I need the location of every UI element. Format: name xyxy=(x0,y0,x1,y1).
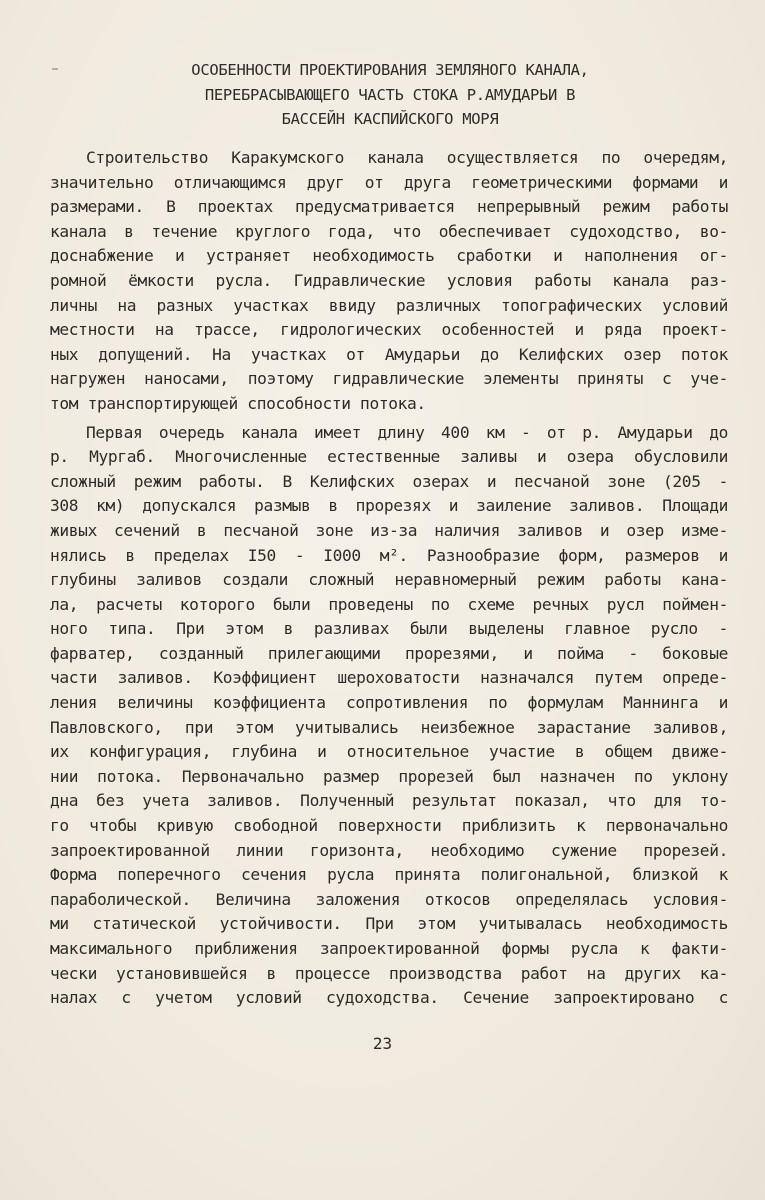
text-line: фарватер, созданный прилегающими прорезями, и пойма - боковые xyxy=(50,643,728,663)
text-line: личны на разных участках ввиду различных топографических условий xyxy=(50,295,728,315)
text-line: Первая очередь канала имеет длину 400 км - от р. Амударьи до xyxy=(86,422,728,442)
text-line: канала в течение круглого года, что обеспечивает судоходство, во- xyxy=(50,221,728,241)
text-line: части заливов. Коэффициент шероховатости назначался путем опреде- xyxy=(50,668,728,688)
text-line: ми статической устойчивости. При этом учитывалась необходимость xyxy=(50,914,728,934)
text-line: доснабжение и устраняет необходимость сработки и наполнения ог- xyxy=(50,246,728,266)
text-line: запроектированной линии горизонта, необходимо сужение прорезей. xyxy=(50,840,728,860)
paragraph-2 xyxy=(50,421,728,1011)
print-speck xyxy=(52,68,58,70)
text-line: р. Мургаб. Многочисленные естественные заливы и озера обусловили xyxy=(50,447,728,467)
text-line: нялись в пределах I50 - I000 м². Разнообразие форм, размеров и xyxy=(50,545,728,565)
title-line: ПЕРЕБРАСЫВАЮЩЕГО ЧАСТЬ СТОКА Р.АМУДАРЬИ В xyxy=(204,85,576,104)
text-line: ла, расчеты которого были проведены по схеме речных русл поймен- xyxy=(50,594,728,614)
text-line: ромной ёмкости русла. Гидравлические условия работы канала раз- xyxy=(50,270,728,290)
text-line: сложный режим работы. В Келифских озерах и песчаной зоне (205 - xyxy=(50,471,728,491)
text-line: нагружен наносами, поэтому гидравлические элементы приняты с уче- xyxy=(50,369,728,389)
paragraph-1 xyxy=(50,146,728,417)
text-line: глубины заливов создали сложный неравномерный режим работы кана- xyxy=(50,570,728,590)
title-line: БАССЕЙН КАСПИЙСКОГО МОРЯ xyxy=(281,110,499,128)
text-line: ления величины коэффициента сопротивления по формулам Маннинга и xyxy=(50,693,728,713)
text-line: живых сечений в песчаной зоне из-за наличия заливов и озер изме- xyxy=(50,520,728,540)
text-line: дна без учета заливов. Полученный результат показал, что для то- xyxy=(50,791,728,811)
text-line: размерами. В проектах предусматривается непрерывный режим работы xyxy=(50,197,728,217)
text-line: Форма поперечного сечения русла принята полигональной, близкой к xyxy=(50,865,728,885)
text-line: 308 км) допускался размыв в прорезях и заиление заливов. Площади xyxy=(50,496,728,516)
text-line: чески установившейся в процессе производства работ на других ка- xyxy=(50,963,728,983)
page-number: 23 xyxy=(372,1034,393,1053)
title-line: ОСОБЕННОСТИ ПРОЕКТИРОВАНИЯ ЗЕМЛЯНОГО КАНАЛА, xyxy=(191,61,589,79)
text-line: местности на трассе, гидрологических особенностей и ряда проект- xyxy=(50,320,728,340)
text-line: ных допущений. На участках от Амударьи до Келифских озер поток xyxy=(50,344,728,364)
body-text xyxy=(50,146,728,1011)
text-line: ного типа. При этом в разливах были выделены главное русло - xyxy=(50,619,728,639)
text-line: го чтобы кривую свободной поверхности приблизить к первоначально xyxy=(50,816,728,836)
text-line: Павловского, при этом учитывались неизбежное зарастание заливов, xyxy=(50,717,728,737)
text-line: значительно отличающимся друг от друга геометрическими формами и xyxy=(50,172,728,192)
text-line: нии потока. Первоначально размер прорезей был назначен по уклону xyxy=(50,766,728,786)
text-line: их конфигурация, глубина и относительное участие в общем движе- xyxy=(50,742,728,762)
document-title xyxy=(60,58,720,132)
text-line: максимального приближения запроектированной формы русла к факти- xyxy=(50,939,728,958)
text-line: Строительство Каракумского канала осуществляется по очередям, xyxy=(86,148,728,167)
text-line: налах с учетом условий судоходства. Сечение запроектировано с xyxy=(50,988,728,1008)
text-line: параболической. Величина заложения откосов определялась условия- xyxy=(50,889,728,909)
text-line: том транспортирующей способности потока. xyxy=(50,393,426,413)
